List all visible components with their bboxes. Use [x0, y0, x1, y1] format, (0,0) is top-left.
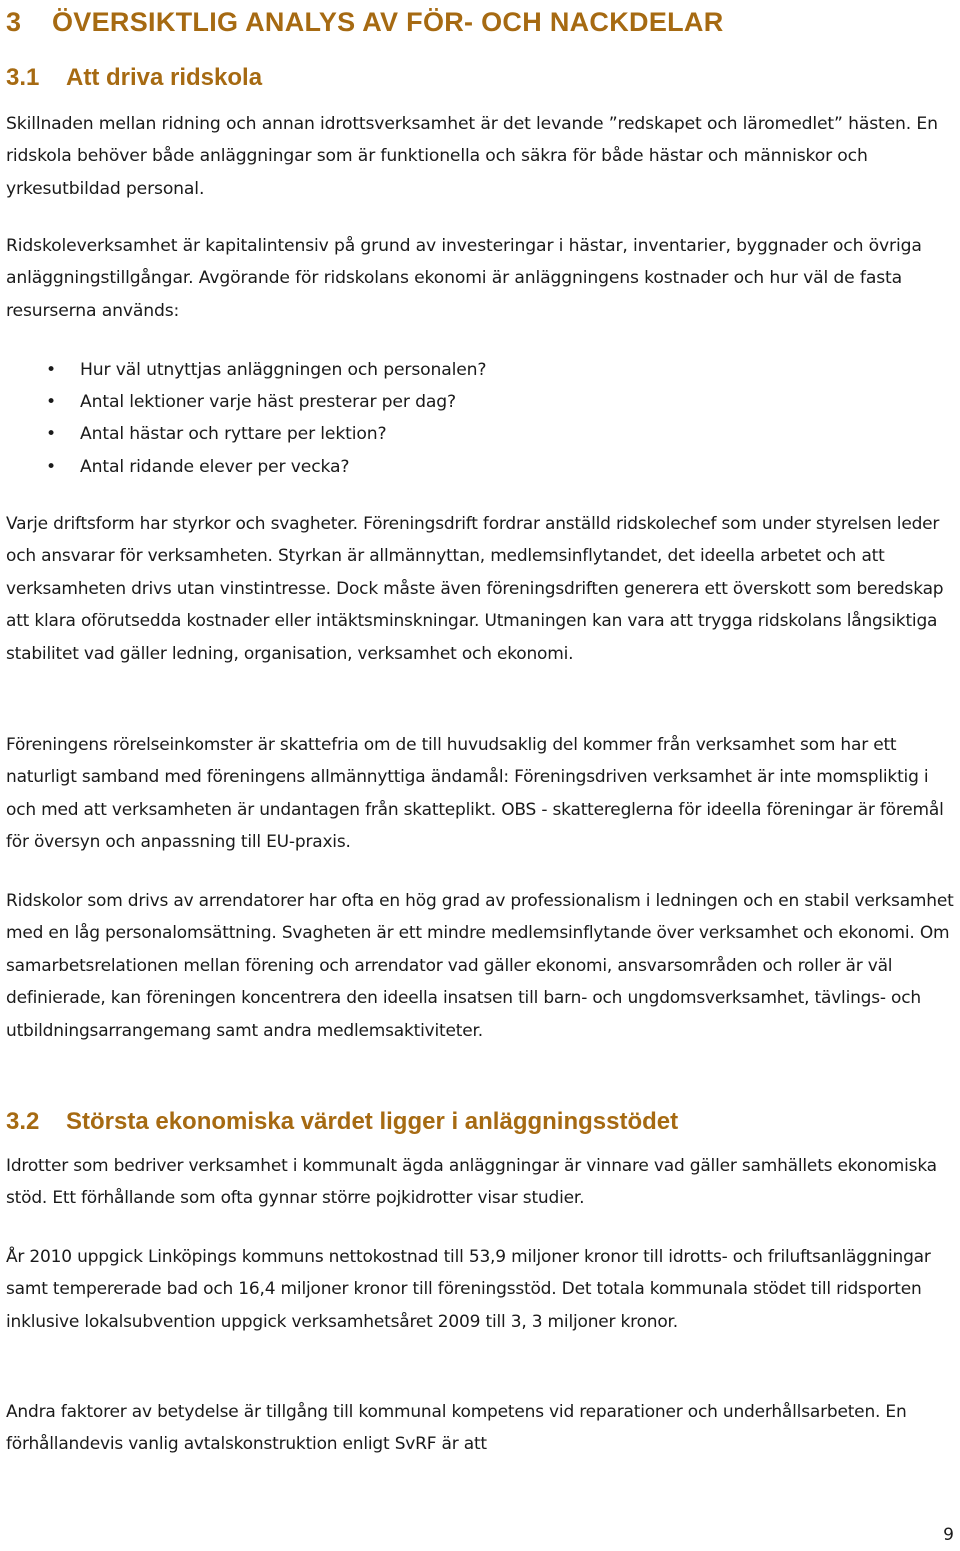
paragraph-tax-rules: Föreningens rörelseinkomster är skattefria om de till huvudsaklig del kommer från verksamhet som har ett naturligt samband med föreningens allmännyttiga ändamål: Föreningsdriven verksamhet är inte momspliktig i och med att verksamheten är undantagen från skatteplikt. OBS - skattereglerna för ideella föreningar är föremål för översyn och anpassning till EU-praxis. — [6, 735, 944, 853]
paragraph-municipal-support: Idrotter som bedriver verksamhet i kommunalt ägda anläggningar är vinnare vad gäller samhällets ekonomiska stöd. Ett förhållande som ofta gynnar större pojkidrotter visar studier. — [6, 1156, 937, 1209]
chapter-heading — [6, 6, 724, 38]
section-number: 3.1 — [6, 64, 40, 91]
list-item — [6, 418, 486, 450]
paragraph-operating-forms: Varje driftsform har styrkor och svagheter. Föreningsdrift fordrar anställd ridskolechef som under styrelsen leder och ansvarar för verksamheten. Styrkan är allmännyttan, medlemsinflytandet, det ideella arbetet och att verksamheten drivs utan vinstintresse. Dock måste även föreningsdriften generera ett överskott som beredskap att klara oförutsedda kostnader eller intäktsminskningar. Utmaningen kan vara att trygga ridskolans långsiktiga stabilitet vad gäller ledning, organisation, verksamhet och ekonomi. — [6, 514, 944, 664]
bullet-icon: • — [46, 456, 56, 477]
bullet-icon: • — [46, 360, 56, 380]
paragraph-other-factors: Andra faktorer av betydelse är tillgång till kommunal kompetens vid reparationer och underhållsarbeten. En förhållandevis vanlig avtalskonstruktion enligt SvRF är att — [6, 1402, 907, 1455]
bullet-icon: • — [46, 392, 56, 413]
page-number: 9 — [943, 1525, 954, 1545]
chapter-title: ÖVERSIKTLIG ANALYS AV FÖR- OCH NACKDELAR — [52, 7, 724, 37]
section-heading-3-1 — [6, 63, 262, 93]
paragraph-leaseholders: Ridskolor som drivs av arrendatorer har ofta en hög grad av professionalism i ledningen och en stabil verksamhet med en låg personalomsättning. Svagheten är ett mindre medlemsinflytande över verksamhet och ekonomi. Om samarbetsrelationen mellan förening och arrendator vad gäller ekonomi, ansvarsområden och roller är väl definierade, kan föreningen koncentrera den ideella insatsen till barn- och ungdomsverksamhet, tävlings- och utbildningsarrangemang samt andra medlemsaktiviteter. — [6, 891, 954, 1041]
section-title: Att driva ridskola — [66, 64, 263, 91]
paragraph-intro: Skillnaden mellan ridning och annan idrottsverksamhet är det levande ”redskapet och läromedlet” hästen. En ridskola behöver både anläggningar som är funktionella och säkra för både hästar och människor och yrkesutbildad personal. — [6, 114, 938, 199]
chapter-number: 3 — [6, 7, 22, 37]
paragraph-linkoping-costs: År 2010 uppgick Linköpings kommuns nettokostnad till 53,9 miljoner kronor till idrotts- och friluftsanläggningar samt tempererade bad och 16,4 miljoner kronor till föreningsstöd. Det totala kommunala stödet till ridsporten inklusive lokalsubvention uppgick verksamhetsåret 2009 till 3, 3 miljoner kronor. — [6, 1247, 931, 1332]
list-item-text: Antal hästar och ryttare per lektion? — [80, 424, 387, 445]
bullet-list — [6, 354, 486, 483]
list-item — [6, 451, 486, 483]
list-item — [6, 386, 486, 418]
section-heading-3-2 — [6, 1107, 678, 1137]
bullet-icon: • — [46, 424, 56, 445]
list-item — [6, 354, 486, 386]
paragraph-capital-intensive: Ridskoleverksamhet är kapitalintensiv på grund av investeringar i hästar, inventarier, byggnader och övriga anläggningstillgångar. Avgörande för ridskolans ekonomi är anläggningens kostnader och hur väl de fasta resurserna används: — [6, 236, 922, 321]
section-title: Största ekonomiska värdet ligger i anläggningsstödet — [66, 1108, 679, 1135]
section-number: 3.2 — [6, 1108, 40, 1135]
list-item-text: Antal ridande elever per vecka? — [80, 456, 350, 477]
list-item-text: Antal lektioner varje häst presterar per dag? — [80, 392, 456, 413]
list-item-text: Hur väl utnyttjas anläggningen och personalen? — [80, 360, 487, 380]
